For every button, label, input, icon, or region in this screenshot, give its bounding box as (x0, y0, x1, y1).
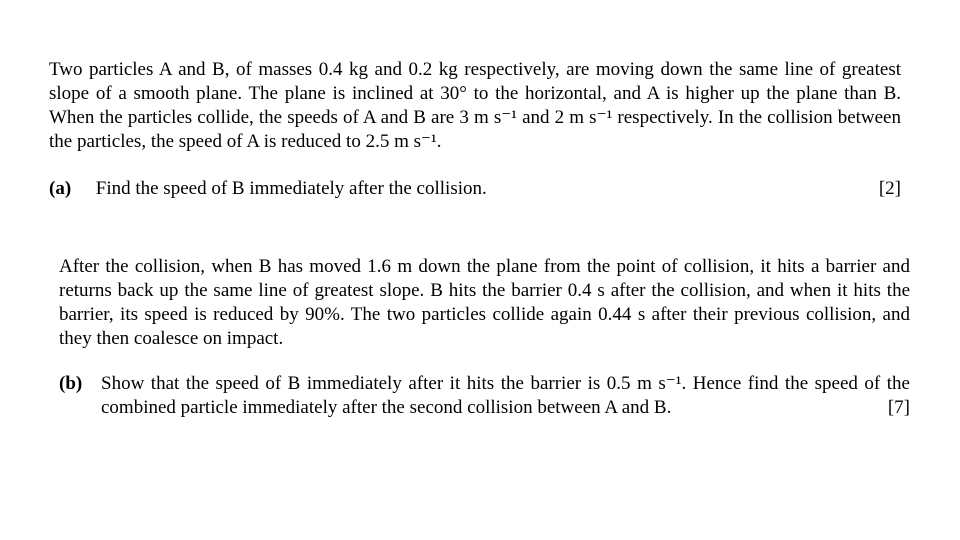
part-a (49, 177, 901, 201)
part-a-marks: [2] (878, 178, 901, 199)
question-intro: Two particles A and B, of masses 0.4 kg and 0.2 kg respectively, are moving down the same line of greatest slope of a smooth plane. The plane is inclined at 30° to the horizontal, and A is higher up the plane than B. When the particles collide, the speeds of A and B are 3 m s⁻¹ and 2 m s⁻¹ respectively. In the collision between the particles, the speed of A is reduced to 2.5 m s⁻¹. (49, 59, 901, 152)
question-context: After the collision, when B has moved 1.6 m down the plane from the point of collision, it hits a barrier and returns back up the same line of greatest slope. B hits the barrier 0.4 s after the collision, and when it hits the barrier, its speed is reduced by 90%. The two particles collide again 0.44 s after their previous collision, and they then coalesce on impact. (59, 256, 910, 349)
part-b-text: Show that the speed of B immediately after it hits the barrier is 0.5 m s⁻¹. Hence find the speed of the combined particle immediately after the second collision between A and B. (101, 373, 910, 418)
part-a-text: Find the speed of B immediately after the collision. (95, 178, 487, 199)
part-b-marks: [7] (887, 397, 910, 418)
part-b-label: (b) (59, 373, 83, 394)
part-a-question (49, 177, 487, 201)
part-b (59, 372, 910, 420)
part-b-body (101, 372, 910, 420)
part-a-label: (a) (49, 178, 72, 199)
